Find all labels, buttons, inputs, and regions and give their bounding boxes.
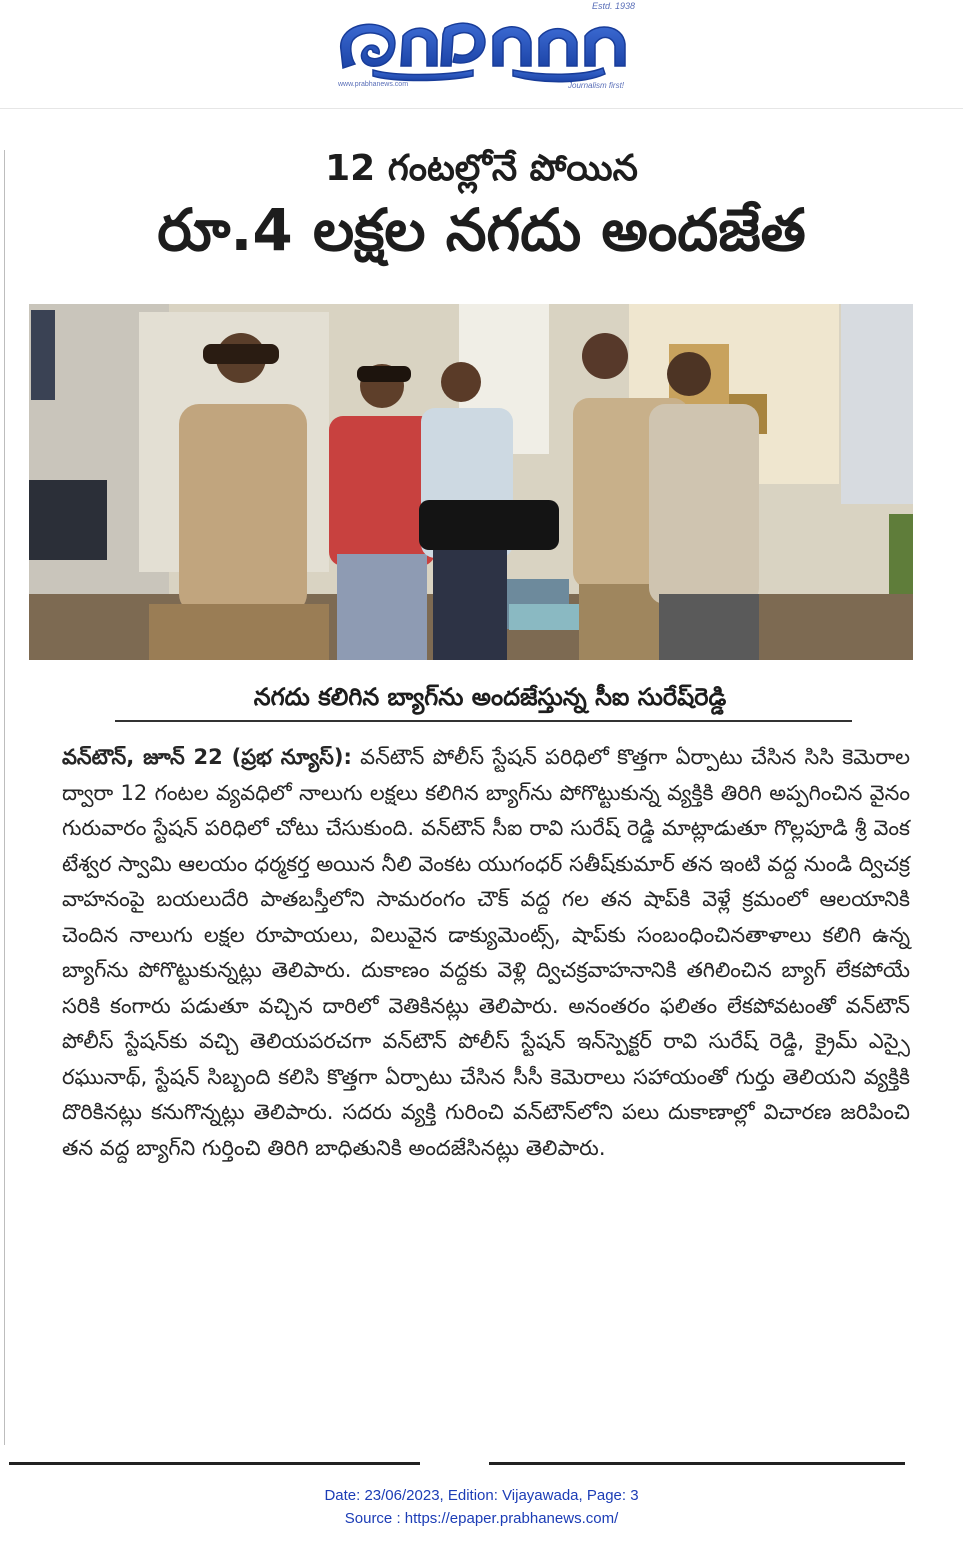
masthead xyxy=(0,0,963,110)
source-link[interactable]: Source : https://epaper.prabhanews.com/ xyxy=(344,1510,619,1527)
newspaper-logo xyxy=(333,6,633,90)
caption-divider xyxy=(115,720,852,722)
dateline: వన్‌టౌన్‌, జూన్‌ 22 (ప్రభ న్యూస్‌): xyxy=(62,745,352,769)
tagline: Journalism first! xyxy=(568,81,625,90)
main-headline: రూ.4 లక్షల నగదు అందజేత xyxy=(157,196,806,264)
column-border xyxy=(4,150,5,1445)
edition-info: Date: 23/06/2023, Edition: Vijayawada, Page: 3 xyxy=(324,1487,639,1504)
website-link[interactable]: www.prabhanews.com xyxy=(338,81,409,88)
photo-illustration xyxy=(29,304,913,660)
article-text: వన్‌టౌన్‌ పోలీస్‌ స్టేషన్‌ పరిధిలో కొత్తగా ఏర్పాటు చేసిన సిసి కెమెరాల ద్వారా 12 గంటల వ్యవధిలో నాలుగు లక్షలు కలిగిన బ్యాగ్‌ను పోగొట్టుకున్న వ్యక్తికి తిరిగి అప్పగించిన వైనం గురువారం స్టేషన్‌ పరిధిలో చోటు చేసుకుంది. వన్‌టౌన్‌ సీఐ రావి సురేష్‌ రెడ్డి మాట్లాడుతూ గొల్లపూడి శ్రీ వెంక టేశ్వర స్వామి ఆలయం ధర్మకర్త అయిన నీలి వెంకట యుగంధర్‌ సతీష్‌కుమార్‌ తన ఇంటి వద్ద నుండి ద్విచక్ర వాహనంపై బయలుదేరి పాతబస్తీలోని సామరంగం చౌక్‌ వద్ద గల తన షాప్‌కి వెళ్లే క్రమంలో ఆలయానికి చెందిన నాలుగు లక్షల రూపాయలు, విలువైన డాక్యుమెంట్స్‌, షాప్‌కు సంబంధించినతాళాలు కలిగి ఉన్న బ్యాగ్‌ను పోగొట్టుకున్నట్లు తెలిపారు. దుకాణం వద్దకు వెళ్లి ద్విచక్రవాహనానికి తగిలించిన బ్యాగ్‌ లేకపోయే సరికి కంగారు పడుతూ వచ్చిన దారిలో వెతికినట్లు తెలిపారు. అనంతరం ఫలితం లేకపోవటంతో వన్‌టౌన్‌ పోలీస్‌ స్టేషన్‌కు వచ్చి తెలియపరచగా వన్‌టౌన్‌ పోలీస్‌ స్టేషన్‌ ఇన్‌స్పెక్టర్‌ రావి సురేష్‌ రెడ్డి, క్రైమ్‌ ఎస్సై రఘునాథ్‌, స్టేషన్‌ సిబ్బంది కలిసి కొత్తగా ఏర్పాటు చేసిన సీసీ కెమెరాలు సహాయంతో గుర్తు తెలియని వ్యక్తికి దొరికినట్లు కనుగొన్నట్లు తెలిపారు. సదరు వ్యక్తి గురించి వన్‌టౌన్‌లోని పలు దుకాణాల్లో విచారణ జరిపించి తన వద్ద బ్యాగ్‌ని గుర్తించి తిరిగి బాధితునికి అందజేసినట్లు తెలిపారు. xyxy=(62,745,910,1160)
news-photo xyxy=(29,304,913,660)
footer-rule-left xyxy=(9,1462,420,1465)
masthead-divider xyxy=(0,108,963,109)
article-body xyxy=(62,740,910,1166)
footer-rule-right xyxy=(489,1462,905,1465)
photo-caption: నగదు కలిగిన బ్యాగ్‌ను అందజేస్తున్న సీఐ సురేష్‌రెడ్డి xyxy=(253,683,727,711)
established-year: Estd. 1938 xyxy=(592,1,636,11)
kicker-headline: 12 గంటల్లోనే పోయిన xyxy=(325,148,638,189)
logo-artwork xyxy=(333,6,633,90)
